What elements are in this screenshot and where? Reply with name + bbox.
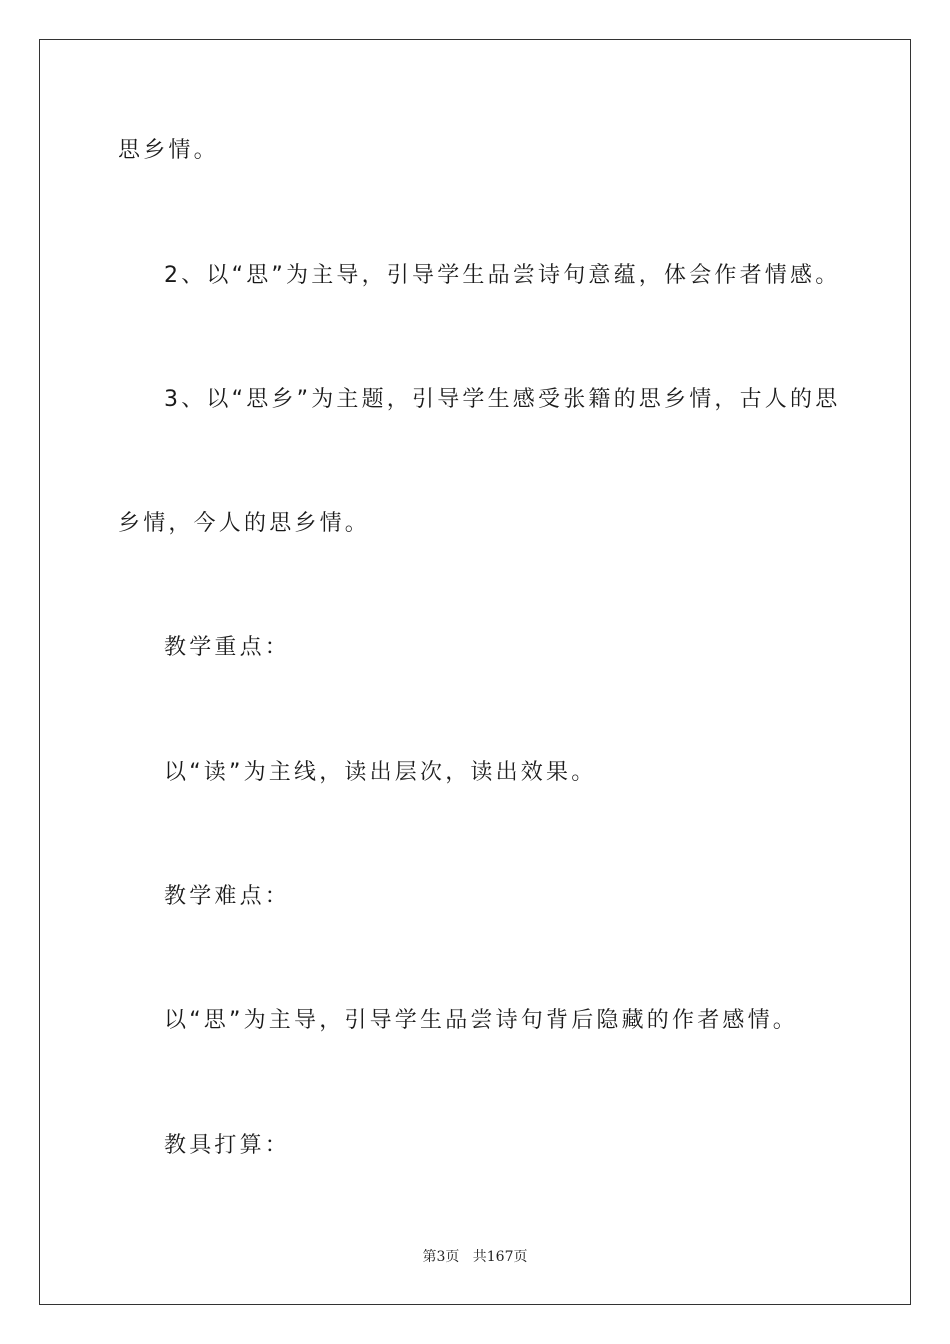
page-border [39,39,911,1305]
page-footer [0,1248,950,1266]
teaching-difficulty-heading: 教学难点： [164,884,291,909]
total-pages: 共167页 [472,1249,528,1265]
body-text-line: 乡情，今人的思乡情。 [118,511,371,536]
page-number: 第3页 [422,1249,460,1265]
teaching-difficulty-text: 以“思”为主导，引导学生品尝诗句背后隐藏的作者感情。 [164,1008,798,1033]
teaching-focus-text: 以“读”为主线，读出层次，读出效果。 [164,760,597,785]
objective-2-text: 2、以“思”为主导，引导学生品尝诗句意蕴，体会作者情感。 [164,263,841,288]
body-text-line: 思乡情。 [118,138,219,163]
teaching-focus-heading: 教学重点： [164,635,291,660]
objective-3-text: 3、以“思乡”为主题，引导学生感受张籍的思乡情，古人的思 [164,387,841,412]
teaching-aids-heading: 教具打算： [164,1133,291,1158]
